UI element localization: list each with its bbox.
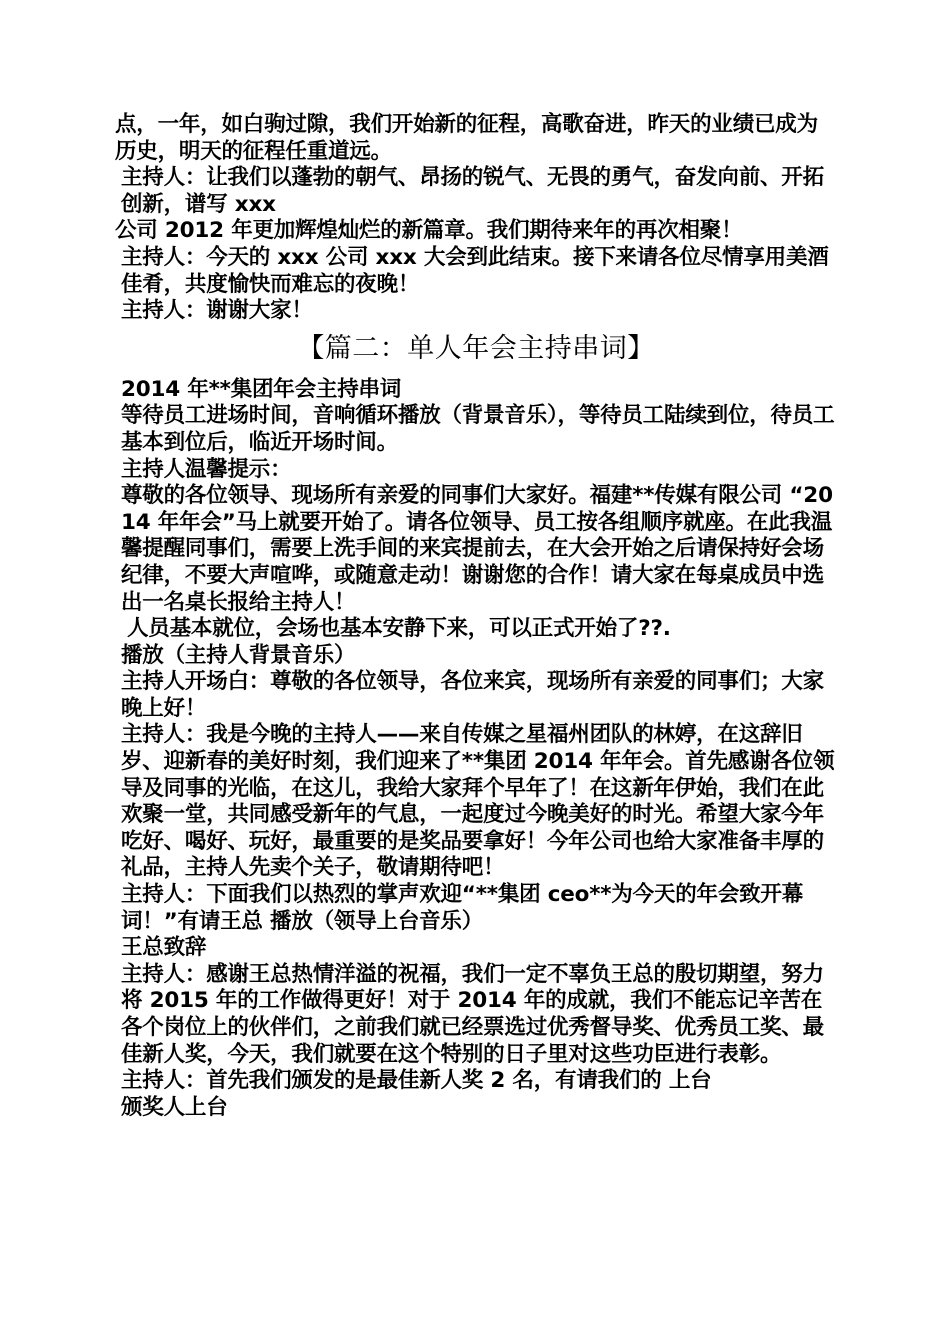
paragraph-ceo-welcome: 主持人：下面我们以热烈的掌声欢迎“**集团 ceo**为今天的年会致开幕词！”有请王总 播放（领导上台音乐） [121, 882, 803, 934]
paragraph-play-music: 播放（主持人背景音乐） [121, 642, 356, 668]
section-heading: 【篇二：单人年会主持串词】 [297, 332, 655, 364]
paragraph-presenter: 颁奖人上台 [121, 1094, 228, 1120]
paragraph-speech: 王总致辞 [121, 935, 207, 961]
paragraph-award-newcomer: 主持人：首先我们颁发的是最佳新人奖 2 名，有请我们的 上台 [121, 1068, 712, 1094]
paragraph-opening: 主持人开场白：尊敬的各位领导，各位来宾，现场所有亲爱的同事们；大家晚上好！ [121, 669, 824, 721]
paragraph-company-chapter: 公司 2012 年更加辉煌灿烂的新篇章。我们期待来年的再次相聚！ [115, 218, 743, 244]
paragraph-host-ending: 主持人：今天的 xxx 公司 xxx 大会到此结束。接下来请各位尽情享用美酒佳肴，共度愉快而难忘的夜晚！ [121, 244, 829, 297]
paragraph-awards-intro: 主持人：感谢王总热情洋溢的祝福，我们一定不辜负王总的殷切期望，努力将 2015 年的工作做得更好！对于 2014 年的成就，我们不能忘记辛苦在各个岗位上的伙伴们，之前我们就已经票选过优秀督导奖、优秀员工奖、最佳新人奖，今天，我们就要在这个特别的日子里对这些功臣进行表彰。 [121, 961, 824, 1067]
paragraph-waiting: 等待员工进场时间，音响循环播放（背景音乐），等待员工陆续到位，待员工基本到位后，临近开场时间。 [121, 403, 835, 455]
paragraph-host-intro: 主持人：我是今晚的主持人——来自传媒之星福州团队的林婷，在这辞旧岁、迎新春的美好时刻，我们迎来了**集团 2014 年年会。首先感谢各位领导及同事的光临，在这儿，我给大家拜个早年了！在这新年伊始，我们在此欢聚一堂，共同感受新年的气息，一起度过今晚美好的时光。希望大家今年吃好、喝好、玩好，最重要的是奖品要拿好！今年公司也给大家准备丰厚的礼品，主持人先卖个关子，敬请期待吧！ [121, 722, 835, 881]
paragraph-seated: 人员基本就位，会场也基本安静下来，可以正式开始了??. [127, 616, 671, 642]
document-page [115, 112, 837, 1121]
paragraph-intro-closing: 点，一年，如白驹过隙，我们开始新的征程，高歌奋进，昨天的业绩已成为历史，明天的征程任重道远。 [115, 112, 818, 164]
paragraph-script-title: 2014 年**集团年会主持串词 [121, 376, 402, 402]
paragraph-reminder-title: 主持人温馨提示： [121, 456, 292, 482]
paragraph-reminder: 尊敬的各位领导、现场所有亲爱的同事们大家好。福建**传媒有限公司 “2014 年年会”马上就要开始了。请各位领导、员工按各组顺序就座。在此我温馨提醒同事们，需要上洗手间的来宾提前去，在大会开始之后请保持好会场纪律，不要大声喧哗，或随意走动！谢谢您的合作！请大家在每桌成员中选出一名桌长报给主持人！ [121, 483, 833, 615]
paragraph-host-thanks: 主持人：谢谢大家！ [121, 298, 313, 324]
paragraph-host-line: 主持人：让我们以蓬勃的朝气、昂扬的锐气、无畏的勇气，奋发向前、开拓创新，谱写 xxx [121, 165, 824, 217]
